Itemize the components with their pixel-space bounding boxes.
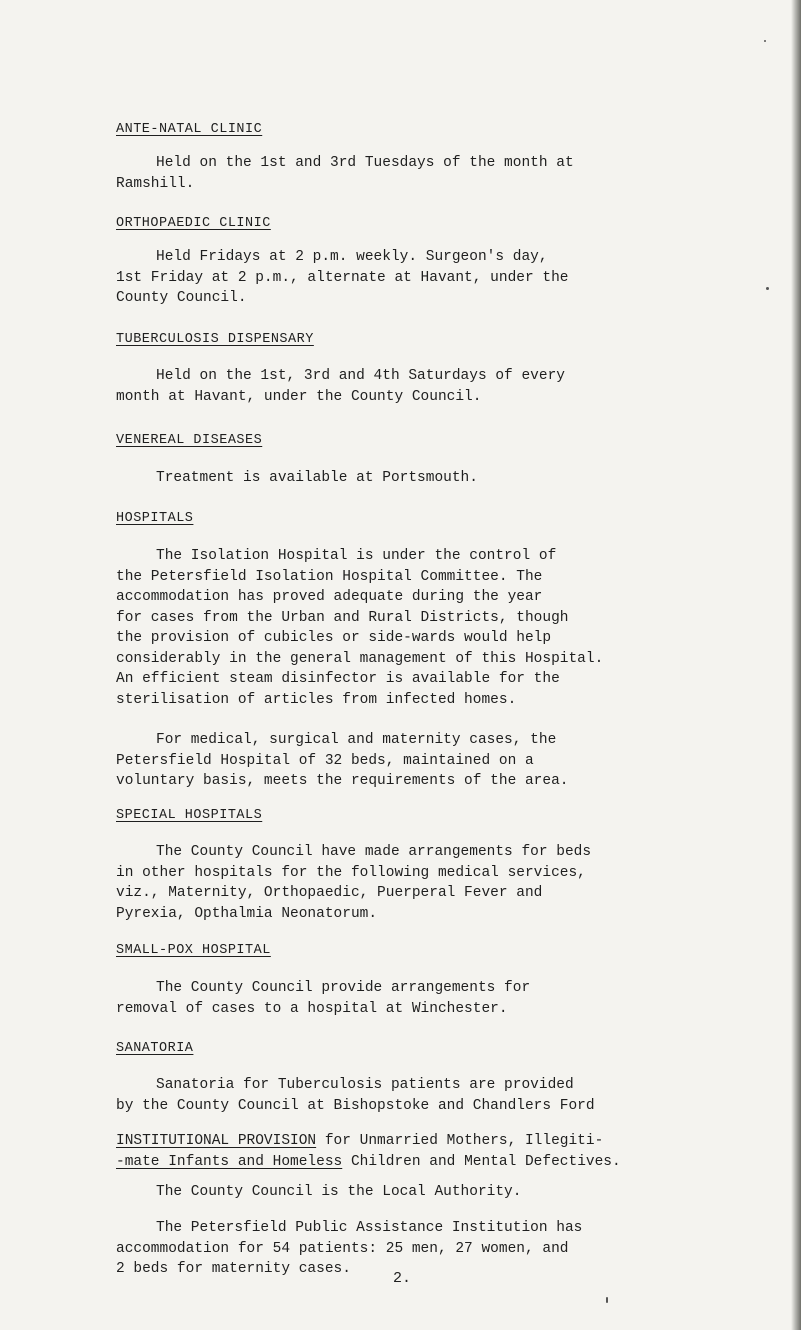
heading-institutional-rest-1: for Unmarried Mothers, Illegiti- bbox=[316, 1133, 604, 1149]
para-special-hospitals bbox=[116, 842, 591, 924]
line: 1st Friday at 2 p.m., alternate at Havant, under the bbox=[116, 269, 569, 286]
para-hospitals-2 bbox=[116, 730, 568, 792]
page-edge-shadow bbox=[791, 0, 801, 1330]
heading-hospitals: HOSPITALS bbox=[116, 511, 194, 526]
line: accommodation has proved adequate during the year bbox=[116, 589, 543, 605]
heading-venereal: VENEREAL DISEASES bbox=[116, 433, 263, 448]
line: County Council. bbox=[116, 290, 247, 306]
heading-special-hospitals: SPECIAL HOSPITALS bbox=[116, 808, 263, 823]
para-smallpox bbox=[116, 978, 530, 1019]
page-number: 2. bbox=[393, 1270, 412, 1287]
line: The County Council have made arrangements for beds bbox=[156, 844, 592, 860]
line: Petersfield Hospital of 32 beds, maintained on a bbox=[116, 752, 534, 769]
heading-institutional bbox=[116, 1131, 621, 1172]
line: considerably in the general management of this Hospital. bbox=[116, 650, 604, 667]
para-hospitals-1 bbox=[116, 546, 603, 710]
heading-smallpox: SMALL-POX HOSPITAL bbox=[116, 943, 271, 958]
line: Pyrexia, Opthalmia Neonatorum. bbox=[116, 905, 378, 922]
scan-speck bbox=[764, 40, 766, 42]
line: sterilisation of articles from infected homes. bbox=[116, 691, 517, 708]
line: Ramshill. bbox=[116, 175, 195, 192]
line: For medical, surgical and maternity cases, the bbox=[156, 732, 557, 748]
line: by the County Council at Bishopstoke and Chandlers Ford bbox=[116, 1097, 595, 1114]
heading-orthopaedic: ORTHOPAEDIC CLINIC bbox=[116, 216, 271, 231]
line: The Isolation Hospital is under the control of bbox=[156, 548, 557, 564]
scan-speck bbox=[606, 1297, 608, 1303]
heading-institutional-underlined-2: -mate Infants and Homeless bbox=[116, 1153, 343, 1170]
line: Sanatoria for Tuberculosis patients are provided bbox=[156, 1077, 574, 1093]
line: 2 beds for maternity cases. bbox=[116, 1261, 351, 1277]
heading-institutional-underlined-1: INSTITUTIONAL PROVISION bbox=[116, 1133, 317, 1149]
line: voluntary basis, meets the requirements of the area. bbox=[116, 773, 569, 789]
line: accommodation for 54 patients: 25 men, 27 women, and bbox=[116, 1240, 569, 1257]
line: An efficient steam disinfector is available for the bbox=[116, 671, 560, 687]
heading-tuberculosis: TUBERCULOSIS DISPENSARY bbox=[116, 332, 314, 347]
line: the Petersfield Isolation Hospital Committee. The bbox=[116, 568, 543, 585]
line: the provision of cubicles or side-wards would help bbox=[116, 630, 552, 646]
line: Held on the 1st and 3rd Tuesdays of the month at bbox=[156, 155, 574, 171]
para-sanatoria bbox=[116, 1075, 595, 1116]
line: in other hospitals for the following medical services, bbox=[116, 864, 586, 881]
heading-sanatoria: SANATORIA bbox=[116, 1041, 194, 1056]
para-tuberculosis bbox=[116, 366, 565, 407]
line: removal of cases to a hospital at Winchester. bbox=[116, 1000, 508, 1017]
heading-antenatal: ANTE-NATAL CLINIC bbox=[116, 122, 263, 137]
line: The Petersfield Public Assistance Institution has bbox=[156, 1220, 583, 1236]
para-venereal bbox=[116, 468, 478, 489]
line: Treatment is available at Portsmouth. bbox=[156, 470, 478, 486]
para-institutional-1 bbox=[116, 1182, 521, 1203]
line: for cases from the Urban and Rural Districts, though bbox=[116, 609, 569, 626]
line: viz., Maternity, Orthopaedic, Puerperal Fever and bbox=[116, 885, 543, 901]
para-antenatal bbox=[116, 153, 574, 194]
scan-speck bbox=[766, 287, 769, 290]
line: The County Council is the Local Authority. bbox=[156, 1184, 522, 1200]
line: Held on the 1st, 3rd and 4th Saturdays of every bbox=[156, 368, 565, 384]
line: Held Fridays at 2 p.m. weekly. Surgeon's day, bbox=[156, 249, 548, 265]
heading-institutional-rest-2: Children and Mental Defectives. bbox=[342, 1153, 621, 1170]
para-orthopaedic bbox=[116, 247, 568, 309]
line: The County Council provide arrangements for bbox=[156, 980, 531, 996]
para-institutional-2 bbox=[116, 1218, 582, 1280]
line: month at Havant, under the County Council. bbox=[116, 388, 482, 405]
